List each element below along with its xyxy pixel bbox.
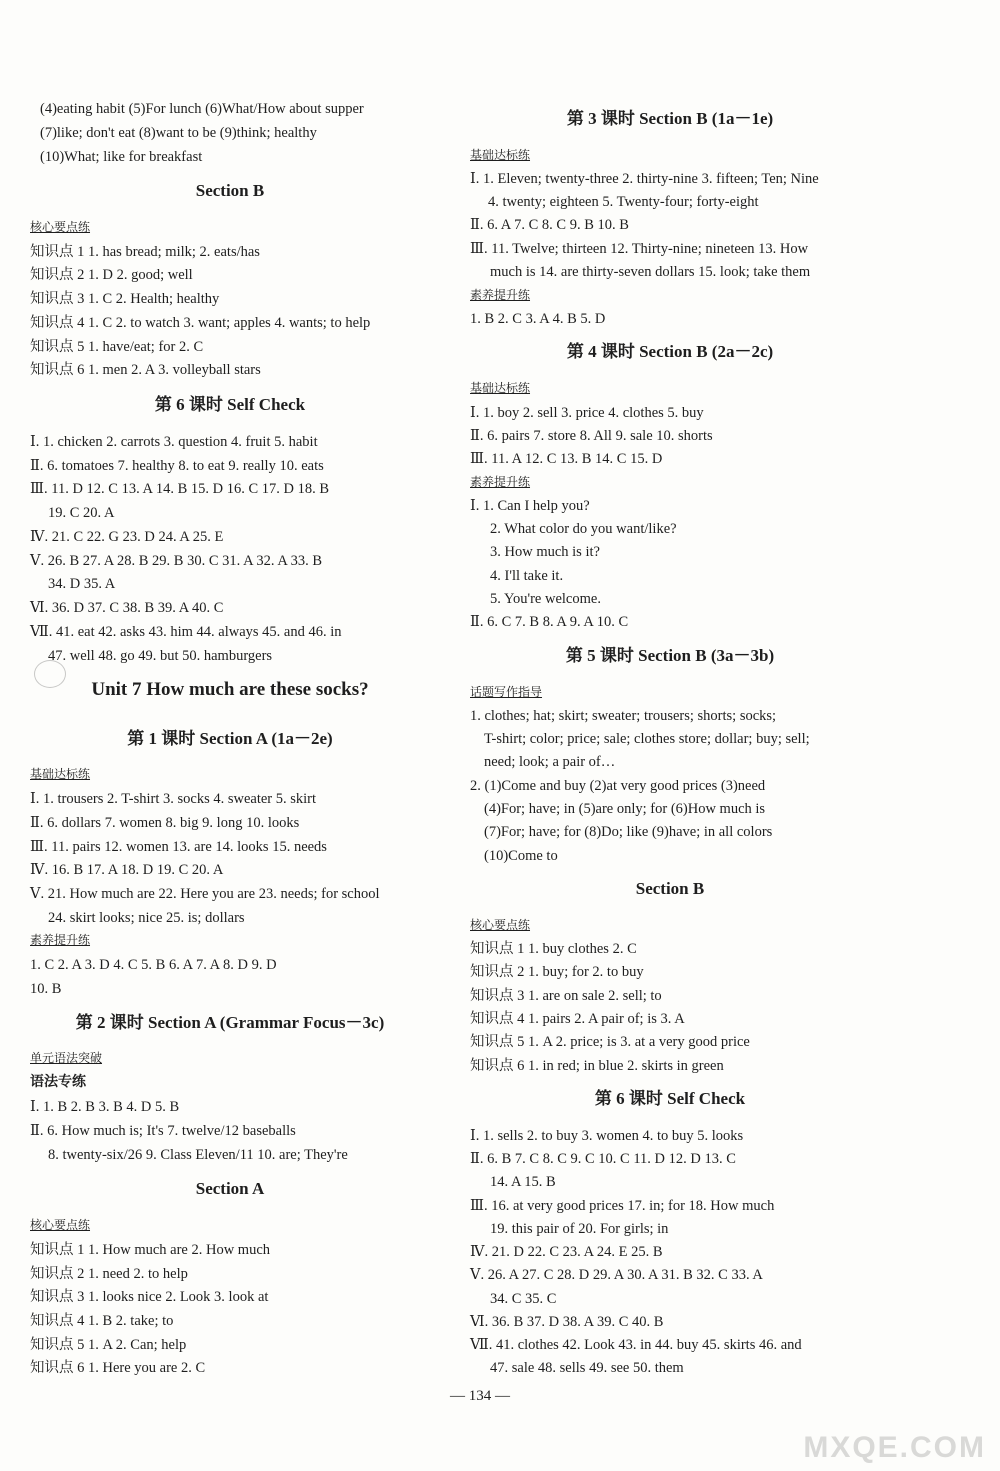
answer-line: Ⅲ. 11. Twelve; thirteen 12. Thirty-nine; nineteen 13. How xyxy=(470,241,809,257)
exercise-label: 单元语法突破 xyxy=(30,1051,103,1065)
answer-line: Ⅶ. 41. eat 42. asks 43. him 44. always 45. and 46. in xyxy=(30,624,342,640)
answer-line: (10)What; like for breakfast xyxy=(40,149,203,165)
answer-line: 知识点 1 1. How much are 2. How much xyxy=(30,1242,271,1258)
answer-line: 知识点 6 1. men 2. A 3. volleyball stars xyxy=(30,362,261,378)
answer-line: Ⅴ. 26. B 27. A 28. B 29. B 30. C 31. A 32. A 33. B xyxy=(30,553,323,569)
answer-line: 知识点 1 1. has bread; milk; 2. eats/has xyxy=(30,244,260,260)
answer-line: 34. D 35. A xyxy=(48,576,116,592)
answer-line: 19. this pair of 20. For girls; in xyxy=(490,1221,669,1237)
section-heading: 第 1 课时 Section A (1a－2e) xyxy=(127,729,333,748)
answer-line: 知识点 1 1. buy clothes 2. C xyxy=(470,941,637,957)
answer-line: 知识点 4 1. B 2. take; to xyxy=(30,1313,174,1329)
watermark: MXQE.COM xyxy=(803,1431,986,1464)
answer-line: 2. (1)Come and buy (2)at very good prices (3)need xyxy=(470,778,766,794)
section-heading: Unit 7 How much are these socks? xyxy=(91,679,369,700)
answer-line: 19. C 20. A xyxy=(48,505,115,521)
answer-line: 34. C 35. C xyxy=(490,1291,557,1307)
answer-line: 知识点 2 1. need 2. to help xyxy=(30,1266,188,1282)
answer-line: 知识点 3 1. looks nice 2. Look 3. look at xyxy=(30,1289,269,1305)
page-number: — 134 — xyxy=(450,1388,510,1404)
exercise-label: 话题写作指导 xyxy=(470,685,543,699)
exercise-label: 素养提升练 xyxy=(470,288,531,302)
answer-line: T-shirt; color; price; sale; clothes store; dollar; buy; sell; xyxy=(484,731,810,747)
answer-line: Ⅵ. 36. D 37. C 38. B 39. A 40. C xyxy=(30,600,224,616)
answer-line: Ⅰ. 1. sells 2. to buy 3. women 4. to buy 5. looks xyxy=(470,1128,744,1144)
answer-line: 8. twenty-six/26 9. Class Eleven/11 10. are; They're xyxy=(48,1147,348,1163)
answer-line: Ⅴ. 21. How much are 22. Here you are 23. needs; for school xyxy=(30,886,380,902)
answer-line: 知识点 3 1. are on sale 2. sell; to xyxy=(470,988,662,1004)
answer-line: (4)For; have; in (5)are only; for (6)How much is xyxy=(484,801,766,817)
exercise-label: 核心要点练 xyxy=(470,918,531,932)
answer-line: Ⅲ. 16. at very good prices 17. in; for 18. How much xyxy=(470,1198,775,1214)
answer-line: 知识点 3 1. C 2. Health; healthy xyxy=(30,291,220,307)
answer-line: (10)Come to xyxy=(484,848,558,864)
answer-line: 知识点 5 1. have/eat; for 2. C xyxy=(30,339,204,355)
exercise-label: 素养提升练 xyxy=(470,475,531,489)
answer-line: Ⅳ. 21. C 22. G 23. D 24. A 25. E xyxy=(30,529,224,545)
exercise-label: 基础达标练 xyxy=(30,767,91,781)
answer-line: 知识点 4 1. C 2. to watch 3. want; apples 4. wants; to help xyxy=(30,315,371,331)
section-heading: 第 4 课时 Section B (2a－2c) xyxy=(566,342,774,361)
answer-line: Ⅲ. 11. A 12. C 13. B 14. C 15. D xyxy=(470,451,663,467)
exercise-label: 核心要点练 xyxy=(30,1218,91,1232)
answer-line: Ⅰ. 1. Can I help you? xyxy=(470,498,590,514)
answer-line: 5. You're welcome. xyxy=(490,591,601,607)
answer-line: (7)like; don't eat (8)want to be (9)think; healthy xyxy=(40,125,317,141)
section-heading: 第 5 课时 Section B (3a－3b) xyxy=(565,646,775,665)
section-heading: Section A xyxy=(195,1179,265,1198)
exercise-label: 核心要点练 xyxy=(30,220,91,234)
exercise-label: 素养提升练 xyxy=(30,933,91,947)
answer-line: 14. A 15. B xyxy=(490,1174,556,1190)
answer-line: 1. C 2. A 3. D 4. C 5. B 6. A 7. A 8. D 9. D xyxy=(30,957,277,973)
answer-line: Ⅲ. 11. D 12. C 13. A 14. B 15. D 16. C 17. D 18. B xyxy=(30,481,330,497)
answer-line: need; look; a pair of… xyxy=(484,754,616,770)
answer-line: Ⅵ. 36. B 37. D 38. A 39. C 40. B xyxy=(470,1314,664,1330)
answer-line: 4. I'll take it. xyxy=(490,568,564,584)
answer-line: 知识点 2 1. D 2. good; well xyxy=(30,267,193,283)
answer-line: Ⅱ. 6. tomatoes 7. healthy 8. to eat 9. really 10. eats xyxy=(30,458,324,474)
exercise-label: 基础达标练 xyxy=(470,381,531,395)
answer-line: Ⅰ. 1. B 2. B 3. B 4. D 5. B xyxy=(30,1099,180,1115)
section-heading: 第 6 课时 Self Check xyxy=(154,395,306,414)
answer-line: Ⅱ. 6. pairs 7. store 8. All 9. sale 10. shorts xyxy=(470,428,713,444)
section-heading: 第 2 课时 Section A (Grammar Focus－3c) xyxy=(75,1013,385,1032)
answer-line: Ⅰ. 1. Eleven; twenty-three 2. thirty-nine 3. fifteen; Ten; Nine xyxy=(470,171,819,187)
answer-line: Ⅰ. 1. trousers 2. T-shirt 3. socks 4. sweater 5. skirt xyxy=(30,791,317,807)
answer-line: Ⅱ. 6. How much is; It's 7. twelve/12 baseballs xyxy=(30,1123,296,1139)
section-heading: Section B xyxy=(195,181,265,200)
answer-line: 知识点 2 1. buy; for 2. to buy xyxy=(470,964,644,980)
answer-line: Ⅳ. 21. D 22. C 23. A 24. E 25. B xyxy=(470,1244,663,1260)
stamp-mark xyxy=(34,660,66,688)
answer-line: much is 14. are thirty-seven dollars 15. look; take them xyxy=(490,264,811,280)
answer-line: (7)For; have; for (8)Do; like (9)have; in all colors xyxy=(484,824,773,840)
exercise-label-bold: 语法专练 xyxy=(30,1075,86,1090)
answer-line: Ⅱ. 6. B 7. C 8. C 9. C 10. C 11. D 12. D 13. C xyxy=(470,1151,736,1167)
answer-line: Ⅲ. 11. pairs 12. women 13. are 14. looks 15. needs xyxy=(30,839,327,855)
section-heading: Section B xyxy=(635,879,705,898)
answer-line: Ⅴ. 26. A 27. C 28. D 29. A 30. A 31. B 32. C 33. A xyxy=(470,1267,763,1283)
answer-line: Ⅱ. 6. A 7. C 8. C 9. B 10. B xyxy=(470,217,629,233)
answer-line: 知识点 6 1. in red; in blue 2. skirts in green xyxy=(470,1058,724,1074)
answer-line: 47. sale 48. sells 49. see 50. them xyxy=(490,1360,684,1376)
answer-line: Ⅶ. 41. clothes 42. Look 43. in 44. buy 45. skirts 46. and xyxy=(470,1337,802,1353)
exercise-label: 基础达标练 xyxy=(470,148,531,162)
answer-line: Ⅱ. 6. dollars 7. women 8. big 9. long 10. looks xyxy=(30,815,300,831)
answer-line: 4. twenty; eighteen 5. Twenty-four; forty-eight xyxy=(488,194,759,210)
answer-line: 10. B xyxy=(30,981,62,997)
answer-line: Ⅰ. 1. chicken 2. carrots 3. question 4. fruit 5. habit xyxy=(30,434,318,450)
answer-line: 知识点 6 1. Here you are 2. C xyxy=(30,1360,206,1376)
answer-line: 知识点 4 1. pairs 2. A pair of; is 3. A xyxy=(470,1011,685,1027)
answer-line: 知识点 5 1. A 2. Can; help xyxy=(30,1337,187,1353)
section-heading: 第 3 课时 Section B (1a－1e) xyxy=(566,109,774,128)
answer-line: 3. How much is it? xyxy=(490,544,600,560)
section-heading: 第 6 课时 Self Check xyxy=(594,1089,746,1108)
answer-line: 1. clothes; hat; skirt; sweater; trousers; shorts; socks; xyxy=(470,708,777,724)
answer-line: 2. What color do you want/like? xyxy=(490,521,677,537)
answer-line: Ⅱ. 6. C 7. B 8. A 9. A 10. C xyxy=(470,614,629,630)
answer-line: 知识点 5 1. A 2. price; is 3. at a very good price xyxy=(470,1034,750,1050)
answer-line: 24. skirt looks; nice 25. is; dollars xyxy=(48,910,245,926)
answer-line: Ⅳ. 16. B 17. A 18. D 19. C 20. A xyxy=(30,862,224,878)
answer-line: (4)eating habit (5)For lunch (6)What/How about supper xyxy=(40,101,364,117)
answer-line: 47. well 48. go 49. but 50. hamburgers xyxy=(48,648,273,664)
answer-line: 1. B 2. C 3. A 4. B 5. D xyxy=(470,311,606,327)
answer-line: Ⅰ. 1. boy 2. sell 3. price 4. clothes 5. buy xyxy=(470,405,704,421)
